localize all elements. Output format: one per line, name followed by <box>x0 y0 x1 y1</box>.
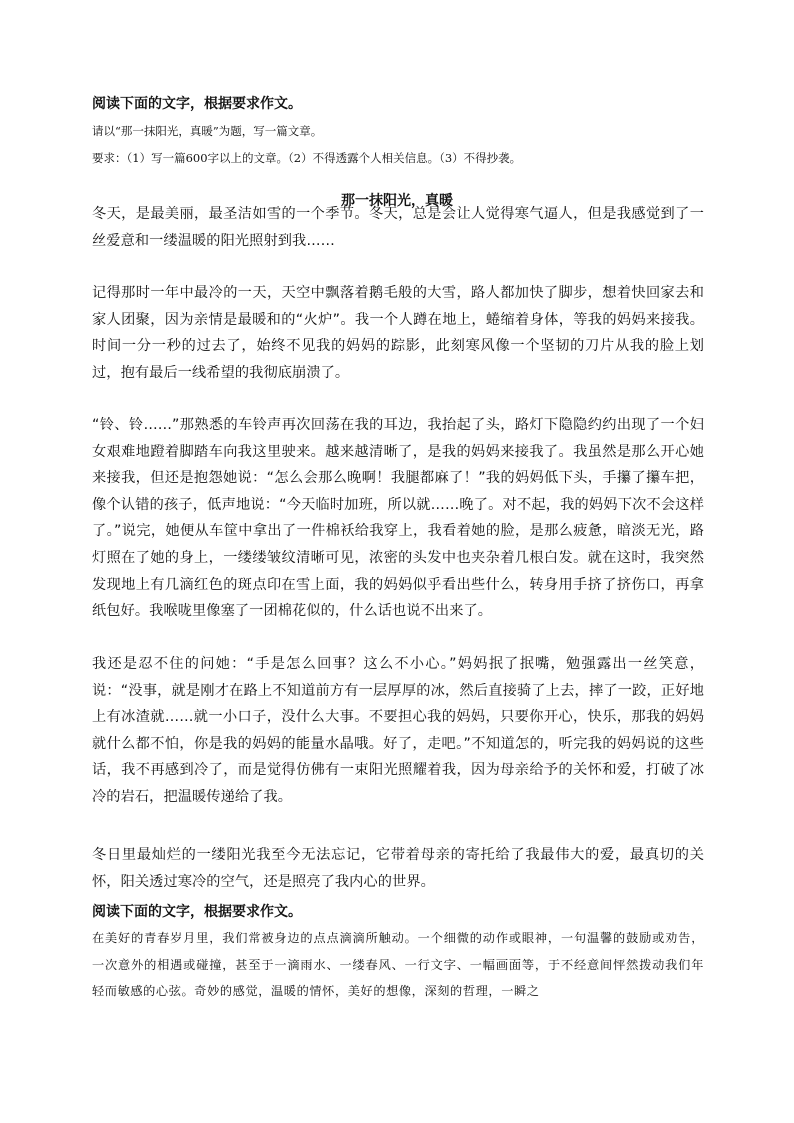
essay-paragraph-1: 冬天，是最美丽，最圣洁如雪的一个季节。冬天，总是会让人觉得寒气逼人，但是我感觉到了一丝爱意和一缕温暖的阳光照射到我…… <box>92 206 704 249</box>
essay-paragraph-4: 我还是忍不住的问她：“手是怎么回事？这么不小心。”妈妈抿了抿嘴，勉强露出一丝笑意，说：“没事，就是刚才在路上不知道前方有一层厚厚的冰，然后直接骑了上去，摔了一跤，正好地上有冰渣就……就一小口子，没什么大事。不要担心我的妈妈，只要你开心，快乐，那我的妈妈就什么都不怕，你是我的妈妈的能量水晶哦。好了，走吧。”不知道怎的，听完我的妈妈说的这些话，我不再感到冷了，而是觉得仿佛有一束阳光照耀着我，因为母亲给予的关怀和爱，打破了冰冷的岩石，把温暖传递给了我。 <box>92 656 704 805</box>
writing-prompt: 请以“那一抹阳光，真暖”为题，写一篇文章。 <box>92 124 323 138</box>
essay-paragraph-5: 冬日里最灿烂的一缕阳光我至今无法忘记，它带着母亲的寄托给了我最伟大的爱，最真切的关怀，阳关透过寒冷的空气，还是照亮了我内心的世界。 <box>92 847 704 890</box>
section2-text: 在美好的青春岁月里，我们常被身边的点点滴滴所触动。一个细微的动作或眼神，一句温馨的鼓励或劝告，一次意外的相遇或碰撞，甚至于一滴雨水、一缕春风、一行文字、一幅画面等，于不经意间怦然拨动我们年轻而敏感的心弦。奇妙的感觉，温暖的情怀，美好的想像，深刻的哲理，一瞬之 <box>92 931 704 998</box>
writing-requirements: 要求：（1）写一篇600字以上的文章。（2）不得透露个人相关信息。（3）不得抄袭。 <box>92 151 522 165</box>
essay-paragraph-2: 记得那时一年中最冷的一天，天空中飘落着鹅毛般的大雪，路人都加快了脚步，想着快回家去和家人团聚，因为亲情是最暖和的“火炉”。我一个人蹲在地上，蜷缩着身体，等我的妈妈来接我。时间一分一秒的过去了，始终不见我的妈妈的踪影，此刻寒风像一个坚韧的刀片从我的脸上划过，抱有最后一线希望的我彻底崩溃了。 <box>92 285 704 381</box>
essay-paragraph-3: “铃、铃……”那熟悉的车铃声再次回荡在我的耳边，我抬起了头，路灯下隐隐约约出现了一个妇女艰难地蹬着脚踏车向我这里驶来。越来越清晰了，是我的妈妈来接我了。我虽然是那么开心她来接我，但还是抱怨她说：“怎么会那么晚啊！我腿都麻了！”我的妈妈低下头，手攥了攥车把，像个认错的孩子，低声地说：“今天临时加班，所以就……晚了。对不起，我的妈妈下次不会这样了。”说完，她便从车筐中拿出了一件棉袄给我穿上，我看着她的脸，是那么疲惫，暗淡无光，路灯照在了她的身上，一缕缕皱纹清晰可见，浓密的头发中也夹杂着几根白发。就在这时，我突然发现地上有几滴红色的斑点印在雪上面，我的妈妈似乎看出些什么，转身用手挤了挤伤口，再拿纸包好。我喉咙里像塞了一团棉花似的，什么话也说不出来了。 <box>92 417 704 620</box>
section1-heading: 阅读下面的文字，根据要求作文。 <box>92 96 302 112</box>
section2-heading: 阅读下面的文字，根据要求作文。 <box>92 904 302 920</box>
essay-title: 那一抹阳光，真暖 <box>341 193 453 209</box>
